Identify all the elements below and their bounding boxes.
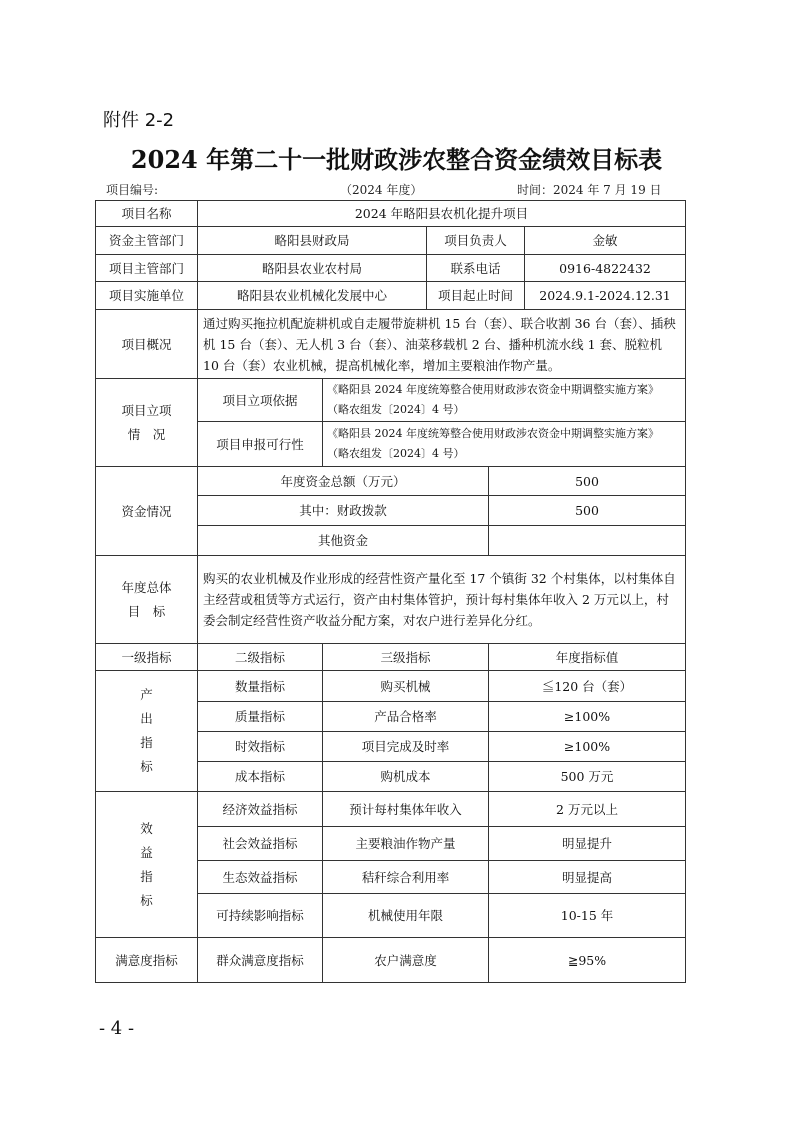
table-row <box>96 792 686 827</box>
ref-line: 《略阳县 2024 年度统筹整合使用财政涉农资金中期调整实施方案》 <box>327 383 659 396</box>
cell-label: 项目起止时间 <box>427 282 525 310</box>
column-header: 一级指标 <box>96 644 198 671</box>
project-overview: 通过购买拖拉机配旋耕机或自走履带旋耕机 15 台（套）、联合收割 36 台（套）、插秧机 15 台（套）、无人机 3 台（套）、油菜移载机 2 台、播种机流水线 1 套、脱粒机 10 台（套）农业机械，提高机械化率，增加主要粮油作物产量。 <box>198 310 686 379</box>
cell-label: 项目概况 <box>96 310 198 379</box>
cell: 时效指标 <box>198 732 323 762</box>
annual-goal: 购买的农业机械及作业形成的经营性资产量化至 17 个镇街 32 个村集体，以村集体自主经营或租赁等方式运行，资产由村集体管护，预计每村集体年收入 2 万元以上，村委会制定经营性资产收益分配方案，对农户进行差异化分红。 <box>198 556 686 644</box>
cell-label: 项目实施单位 <box>96 282 198 310</box>
cell-label: 其中：财政拨款 <box>198 496 489 526</box>
cell-label <box>96 556 198 644</box>
table-row <box>96 282 686 310</box>
cell-label: 项目立项依据 <box>198 379 323 422</box>
cell-value <box>323 422 686 467</box>
column-header: 二级指标 <box>198 644 323 671</box>
cell: 预计每村集体年收入 <box>323 792 489 827</box>
cell: 购买机械 <box>323 671 489 702</box>
cell: 群众满意度指标 <box>198 938 323 983</box>
label-char: 益 <box>140 844 153 860</box>
cell: ≥100% <box>489 732 686 762</box>
table-row <box>96 556 686 644</box>
cell: 500 万元 <box>489 762 686 792</box>
table-row <box>96 201 686 227</box>
cell-value: 0916-4822432 <box>525 255 686 282</box>
date-label: 时间：2024 年 7 月 19 日 <box>517 183 662 197</box>
label-line: 年度总体 <box>121 579 172 595</box>
cell-label <box>96 671 198 792</box>
cell: 项目完成及时率 <box>323 732 489 762</box>
cell: 机械使用年限 <box>323 894 489 938</box>
cell: 2 万元以上 <box>489 792 686 827</box>
table-row <box>96 255 686 282</box>
cell-label: 其他资金 <box>198 526 489 556</box>
cell-label <box>96 379 198 467</box>
table-row <box>96 467 686 496</box>
label-char: 效 <box>140 820 153 836</box>
cell: 明显提高 <box>489 861 686 894</box>
cell: ≥100% <box>489 702 686 732</box>
column-header: 年度指标值 <box>489 644 686 671</box>
cell: ≧95% <box>489 938 686 983</box>
ref-line: 《略阳县 2024 年度统筹整合使用财政涉农资金中期调整实施方案》 <box>327 427 659 440</box>
table-row <box>96 379 686 422</box>
ref-line: （略农组发〔2024〕4 号） <box>327 403 465 416</box>
cell-value: 略阳县农业机械化发展中心 <box>198 282 427 310</box>
cell-label: 项目名称 <box>96 201 198 227</box>
label-char: 指 <box>140 735 153 750</box>
cell: ≦120 台（套） <box>489 671 686 702</box>
cell: 明显提升 <box>489 827 686 861</box>
cell-label: 项目负责人 <box>427 227 525 255</box>
cell-label: 资金主管部门 <box>96 227 198 255</box>
cell: 可持续影响指标 <box>198 894 323 938</box>
year-label: （2024 年度） <box>340 183 423 197</box>
cell-value: 金敏 <box>525 227 686 255</box>
table-row <box>96 938 686 983</box>
label-char: 标 <box>140 892 153 908</box>
label-line: 情 况 <box>127 426 166 442</box>
cell-label: 满意度指标 <box>96 938 198 983</box>
column-header: 三级指标 <box>323 644 489 671</box>
cell: 经济效益指标 <box>198 792 323 827</box>
label-char: 产 <box>140 687 153 702</box>
label-char: 标 <box>140 759 153 774</box>
cell-label: 项目主管部门 <box>96 255 198 282</box>
cell: 数量指标 <box>198 671 323 702</box>
cell: 购机成本 <box>323 762 489 792</box>
label-char: 出 <box>140 711 153 726</box>
cell: 成本指标 <box>198 762 323 792</box>
label-line: 项目立项 <box>121 402 172 418</box>
cell-label: 项目申报可行性 <box>198 422 323 467</box>
cell-value: 2024 年略阳县农机化提升项目 <box>198 201 686 227</box>
table-row <box>96 310 686 379</box>
cell-label: 联系电话 <box>427 255 525 282</box>
cell: 主要粮油作物产量 <box>323 827 489 861</box>
cell-label: 资金情况 <box>96 467 198 556</box>
cell: 质量指标 <box>198 702 323 732</box>
cell: 社会效益指标 <box>198 827 323 861</box>
cell: 农户满意度 <box>323 938 489 983</box>
cell-value: 500 <box>489 467 686 496</box>
cell-value <box>323 379 686 422</box>
cell-label: 年度资金总额（万元） <box>198 467 489 496</box>
cell-value <box>489 526 686 556</box>
cell-label <box>96 792 198 938</box>
project-number-label: 项目编号: <box>106 183 159 197</box>
cell: 秸秆综合利用率 <box>323 861 489 894</box>
attachment-label: 附件 2-2 <box>103 110 175 131</box>
indicator-header-row <box>96 644 686 671</box>
table-row <box>96 227 686 255</box>
cell: 生态效益指标 <box>198 861 323 894</box>
cell: 产品合格率 <box>323 702 489 732</box>
label-char: 指 <box>140 868 153 884</box>
cell-value: 2024.9.1-2024.12.31 <box>525 282 686 310</box>
label-line: 目 标 <box>127 603 166 619</box>
ref-line: （略农组发〔2024〕4 号） <box>327 447 465 460</box>
document-title: 2024 年第二十一批财政涉农整合资金绩效目标表 <box>130 145 663 174</box>
page-number: - 4 - <box>99 1018 135 1039</box>
cell-value: 略阳县财政局 <box>198 227 427 255</box>
performance-target-table <box>95 200 686 983</box>
cell: 10-15 年 <box>489 894 686 938</box>
table-row <box>96 671 686 702</box>
cell-value: 500 <box>489 496 686 526</box>
cell-value: 略阳县农业农村局 <box>198 255 427 282</box>
